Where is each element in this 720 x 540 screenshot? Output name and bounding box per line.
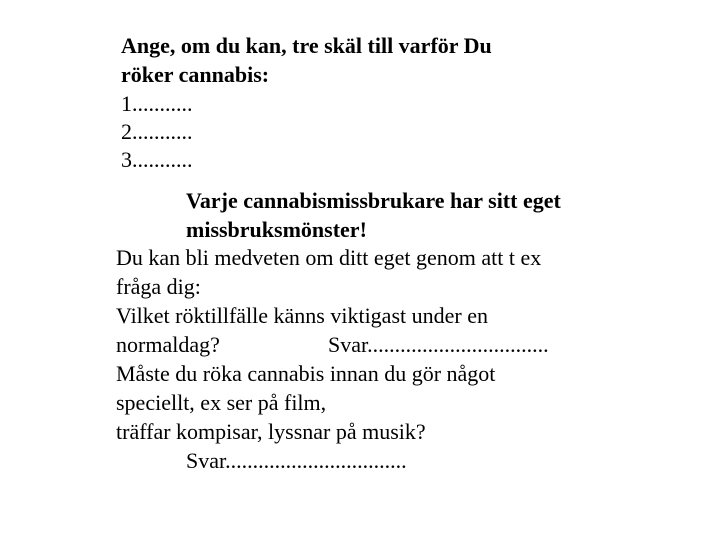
answer-item-3: 3...........: [121, 147, 193, 172]
question-two-line-3: träffar kompisar, lyssnar på musik?: [116, 419, 426, 444]
pattern-heading-line-1: Varje cannabismissbrukare har sitt eget: [186, 188, 561, 213]
question-one-line-1: Vilket röktillfälle känns viktigast under en: [116, 303, 488, 328]
answer-item-2: 2...........: [121, 119, 193, 144]
question-two-answer: Svar.................................: [186, 448, 407, 473]
question-two-line-2: speciellt, ex ser på film,: [116, 390, 327, 415]
question-one-line-2: normaldag?: [116, 332, 220, 357]
question-one-answer: Svar.................................: [328, 332, 549, 357]
intro-line-1: Du kan bli medveten om ditt eget genom att t ex: [116, 245, 542, 270]
pattern-heading-line-2: missbruksmönster!: [186, 217, 367, 242]
question-line-2: röker cannabis:: [121, 62, 270, 87]
question-line-1: Ange, om du kan, tre skäl till varför Du: [121, 33, 492, 58]
intro-line-2: fråga dig:: [116, 274, 201, 299]
question-two-line-1: Måste du röka cannabis innan du gör något: [116, 361, 496, 386]
answer-item-1: 1...........: [121, 91, 193, 116]
